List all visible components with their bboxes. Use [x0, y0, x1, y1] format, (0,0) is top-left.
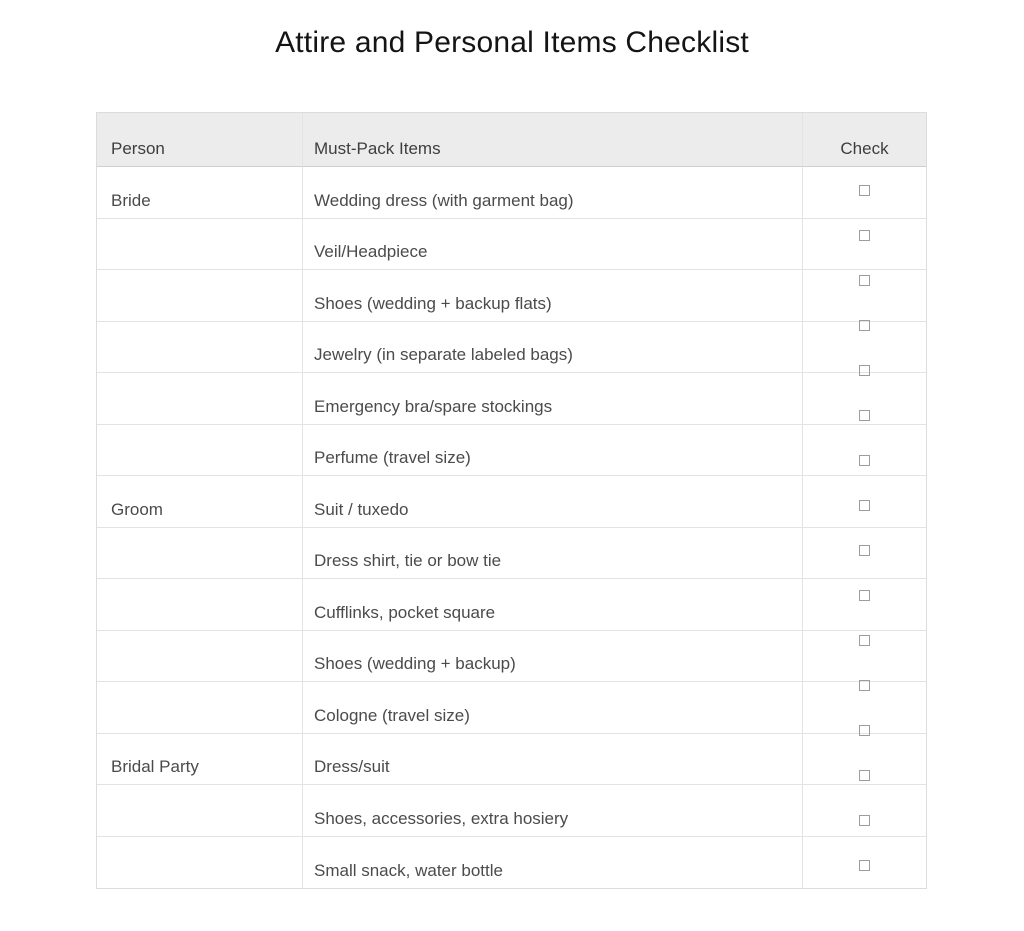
person-cell	[97, 425, 303, 477]
item-cell: Shoes (wedding + backup)	[303, 631, 803, 683]
checkbox-icon[interactable]	[859, 275, 870, 286]
checkbox-icon[interactable]	[859, 545, 870, 556]
item-cell: Emergency bra/spare stockings	[303, 373, 803, 425]
checklist-table	[96, 112, 927, 889]
checkbox-column-overlay	[803, 113, 926, 888]
person-cell	[97, 837, 303, 889]
item-cell: Shoes (wedding + backup flats)	[303, 270, 803, 322]
page-title: Attire and Personal Items Checklist	[275, 26, 749, 59]
checkbox-icon[interactable]	[859, 725, 870, 736]
item-cell: Veil/Headpiece	[303, 219, 803, 271]
item-cell: Cufflinks, pocket square	[303, 579, 803, 631]
checkbox-icon[interactable]	[859, 860, 870, 871]
person-cell: Groom	[97, 476, 303, 528]
checkbox-icon[interactable]	[859, 230, 870, 241]
person-cell	[97, 528, 303, 580]
checkbox-icon[interactable]	[859, 500, 870, 511]
item-cell: Small snack, water bottle	[303, 837, 803, 889]
item-cell: Dress/suit	[303, 734, 803, 786]
person-cell: Bridal Party	[97, 734, 303, 786]
checkbox-icon[interactable]	[859, 185, 870, 196]
item-cell: Dress shirt, tie or bow tie	[303, 528, 803, 580]
column-header-must-pack-items: Must-Pack Items	[303, 113, 803, 167]
person-cell	[97, 219, 303, 271]
person-cell	[97, 270, 303, 322]
item-cell: Perfume (travel size)	[303, 425, 803, 477]
item-cell: Wedding dress (with garment bag)	[303, 167, 803, 219]
person-cell	[97, 322, 303, 374]
person-cell: Bride	[97, 167, 303, 219]
item-cell: Suit / tuxedo	[303, 476, 803, 528]
checkbox-icon[interactable]	[859, 680, 870, 691]
person-cell	[97, 785, 303, 837]
checkbox-icon[interactable]	[859, 365, 870, 376]
item-cell: Cologne (travel size)	[303, 682, 803, 734]
person-cell	[97, 373, 303, 425]
column-header-check: Check	[803, 113, 926, 167]
column-header-person: Person	[97, 113, 303, 167]
checkbox-icon[interactable]	[859, 635, 870, 646]
checkbox-icon[interactable]	[859, 815, 870, 826]
item-cell: Shoes, accessories, extra hosiery	[303, 785, 803, 837]
person-cell	[97, 579, 303, 631]
checkbox-icon[interactable]	[859, 590, 870, 601]
item-cell: Jewelry (in separate labeled bags)	[303, 322, 803, 374]
person-cell	[97, 682, 303, 734]
checkbox-icon[interactable]	[859, 455, 870, 466]
checkbox-icon[interactable]	[859, 320, 870, 331]
checkbox-icon[interactable]	[859, 770, 870, 781]
checkbox-icon[interactable]	[859, 410, 870, 421]
person-cell	[97, 631, 303, 683]
